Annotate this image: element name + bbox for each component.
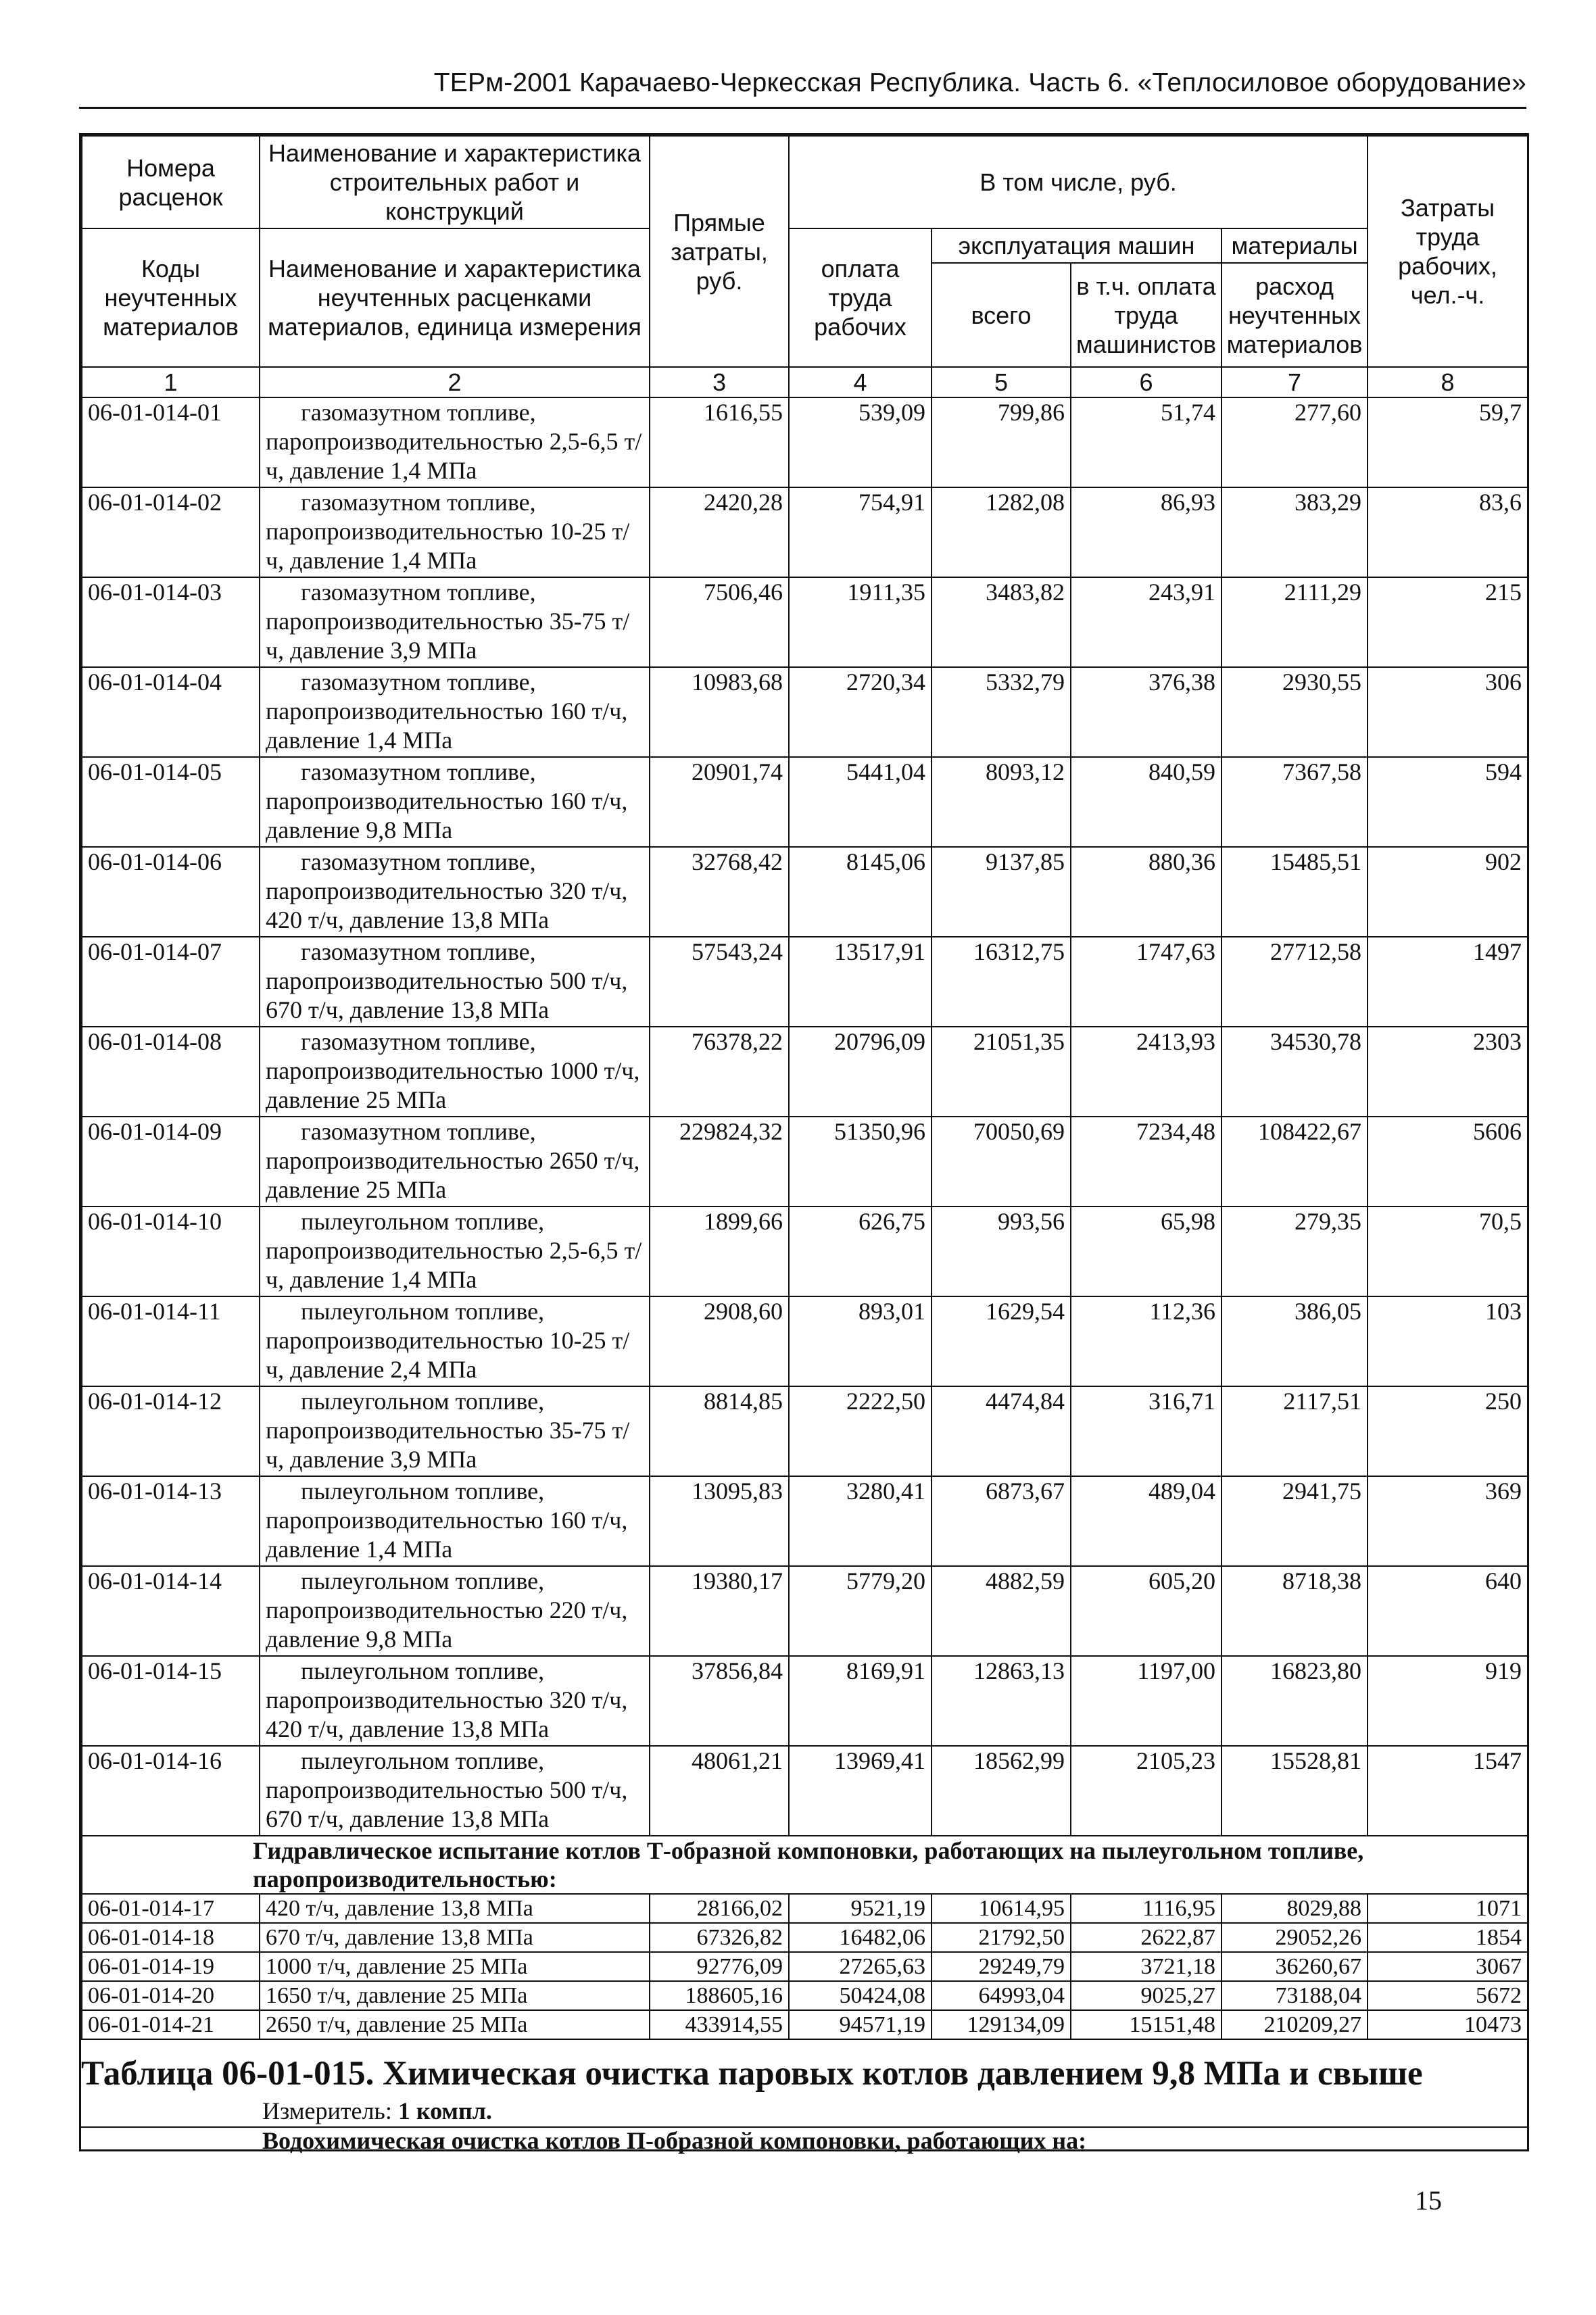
operator-pay: 316,71 — [1071, 1386, 1222, 1476]
table-row — [82, 487, 1528, 577]
column-number: 1 — [82, 367, 260, 397]
operator-pay: 86,93 — [1071, 487, 1222, 577]
rate-code: 06-01-014-07 — [82, 937, 260, 1027]
table-row — [82, 1894, 1528, 1923]
column-number: 5 — [932, 367, 1071, 397]
machines-total: 70050,69 — [932, 1117, 1071, 1207]
direct-costs: 76378,22 — [650, 1027, 789, 1117]
direct-costs: 28166,02 — [650, 1894, 789, 1923]
table-row — [82, 1386, 1528, 1476]
rate-code: 06-01-014-19 — [82, 1952, 260, 1981]
direct-costs: 2908,60 — [650, 1296, 789, 1386]
header-machine-operation: эксплуатация машин — [932, 228, 1222, 263]
operator-pay: 15151,48 — [1071, 2010, 1222, 2039]
header-worker-pay: оплата труда рабочих — [789, 228, 932, 367]
worker-pay: 3280,41 — [789, 1476, 932, 1566]
materials-cost: 27712,58 — [1222, 937, 1368, 1027]
machines-total: 799,86 — [932, 397, 1071, 487]
worker-pay: 8145,06 — [789, 847, 932, 937]
rate-code: 06-01-014-20 — [82, 1981, 260, 2010]
machines-total: 29249,79 — [932, 1952, 1071, 1981]
direct-costs: 92776,09 — [650, 1952, 789, 1981]
materials-cost: 383,29 — [1222, 487, 1368, 577]
worker-pay: 2720,34 — [789, 667, 932, 757]
labor-hours: 594 — [1368, 757, 1528, 847]
labor-hours: 5606 — [1368, 1117, 1528, 1207]
rate-code: 06-01-014-21 — [82, 2010, 260, 2039]
materials-cost: 15528,81 — [1222, 1746, 1368, 1836]
work-description: пылеугольном топливе, паропроизводительностью 160 т/ч, давление 1,4 МПа — [260, 1476, 650, 1566]
work-description: газомазутном топливе, паропроизводительностью 320 т/ч, 420 т/ч, давление 13,8 МПа — [260, 847, 650, 937]
worker-pay: 50424,08 — [789, 1981, 932, 2010]
column-number-row — [82, 367, 1528, 397]
machines-total: 4882,59 — [932, 1566, 1071, 1656]
table-row — [82, 577, 1528, 667]
work-description: газомазутном топливе, паропроизводительностью 160 т/ч, давление 1,4 МПа — [260, 667, 650, 757]
rate-code: 06-01-014-11 — [82, 1296, 260, 1386]
direct-costs: 8814,85 — [650, 1386, 789, 1476]
materials-cost: 2117,51 — [1222, 1386, 1368, 1476]
worker-pay: 16482,06 — [789, 1923, 932, 1952]
table-row — [82, 397, 1528, 487]
labor-hours: 902 — [1368, 847, 1528, 937]
header-material-codes: Коды неучтенных материалов — [82, 228, 260, 367]
operator-pay: 1197,00 — [1071, 1656, 1222, 1746]
direct-costs: 433914,55 — [650, 2010, 789, 2039]
labor-hours: 83,6 — [1368, 487, 1528, 577]
table-row — [82, 667, 1528, 757]
column-number: 6 — [1071, 367, 1222, 397]
direct-costs: 1899,66 — [650, 1207, 789, 1296]
work-description: 2650 т/ч, давление 25 МПа — [260, 2010, 650, 2039]
worker-pay: 1911,35 — [789, 577, 932, 667]
table-015-subsection: Водохимическая очистка котлов П-образной компоновки, работающих на: — [262, 2127, 1087, 2154]
labor-hours: 1071 — [1368, 1894, 1528, 1923]
labor-hours: 5672 — [1368, 1981, 1528, 2010]
operator-pay: 2105,23 — [1071, 1746, 1222, 1836]
worker-pay: 8169,91 — [789, 1656, 932, 1746]
operator-pay: 376,38 — [1071, 667, 1222, 757]
operator-pay: 9025,27 — [1071, 1981, 1222, 2010]
table-row — [82, 1566, 1528, 1656]
machines-total: 9137,85 — [932, 847, 1071, 937]
direct-costs: 7506,46 — [650, 577, 789, 667]
labor-hours: 919 — [1368, 1656, 1528, 1746]
labor-hours: 10473 — [1368, 2010, 1528, 2039]
machines-total: 129134,09 — [932, 2010, 1071, 2039]
table-row — [82, 2010, 1528, 2039]
machines-total: 5332,79 — [932, 667, 1071, 757]
rate-code: 06-01-014-06 — [82, 847, 260, 937]
worker-pay: 2222,50 — [789, 1386, 932, 1476]
page-number: 15 — [1415, 2185, 1442, 2216]
labor-hours: 1497 — [1368, 937, 1528, 1027]
meter-label: Измеритель: — [262, 2097, 392, 2124]
worker-pay: 9521,19 — [789, 1894, 932, 1923]
worker-pay: 5441,04 — [789, 757, 932, 847]
table-row — [82, 1117, 1528, 1207]
header-materials: материалы — [1222, 228, 1368, 263]
rate-code: 06-01-014-01 — [82, 397, 260, 487]
direct-costs: 67326,82 — [650, 1923, 789, 1952]
rate-code: 06-01-014-10 — [82, 1207, 260, 1296]
header-direct-costs: Прямые затраты, руб. — [650, 136, 789, 367]
worker-pay: 51350,96 — [789, 1117, 932, 1207]
section-heading-hydraulic: Гидравлическое испытание котлов Т-образной компоновки, работающих на пылеугольном топливе, паропроизводительностью: — [82, 1836, 1528, 1894]
operator-pay: 112,36 — [1071, 1296, 1222, 1386]
header-including: В том числе, руб. — [789, 136, 1368, 228]
machines-total: 16312,75 — [932, 937, 1071, 1027]
materials-cost: 73188,04 — [1222, 1981, 1368, 2010]
materials-cost: 8029,88 — [1222, 1894, 1368, 1923]
materials-cost: 2930,55 — [1222, 667, 1368, 757]
materials-cost: 210209,27 — [1222, 2010, 1368, 2039]
estimate-table-frame — [79, 133, 1529, 2154]
table-row — [82, 1296, 1528, 1386]
machines-total: 12863,13 — [932, 1656, 1071, 1746]
work-description: пылеугольном топливе, паропроизводительностью 220 т/ч, давление 9,8 МПа — [260, 1566, 650, 1656]
header-material-name: Наименование и характеристика неучтенных расценками материалов, единица измерения — [260, 228, 650, 367]
rate-code: 06-01-014-15 — [82, 1656, 260, 1746]
rate-code: 06-01-014-05 — [82, 757, 260, 847]
rate-code: 06-01-014-18 — [82, 1923, 260, 1952]
materials-cost: 15485,51 — [1222, 847, 1368, 937]
work-description: 670 т/ч, давление 13,8 МПа — [260, 1923, 650, 1952]
machines-total: 1629,54 — [932, 1296, 1071, 1386]
labor-hours: 3067 — [1368, 1952, 1528, 1981]
machines-total: 6873,67 — [932, 1476, 1071, 1566]
header-row-1 — [82, 136, 1528, 228]
work-description: газомазутном топливе, паропроизводительностью 1000 т/ч, давление 25 МПа — [260, 1027, 650, 1117]
work-description: газомазутном топливе, паропроизводительностью 2650 т/ч, давление 25 МПа — [260, 1117, 650, 1207]
work-description: 1000 т/ч, давление 25 МПа — [260, 1952, 650, 1981]
materials-cost: 108422,67 — [1222, 1117, 1368, 1207]
operator-pay: 880,36 — [1071, 847, 1222, 937]
labor-hours: 640 — [1368, 1566, 1528, 1656]
materials-cost: 7367,58 — [1222, 757, 1368, 847]
operator-pay: 51,74 — [1071, 397, 1222, 487]
worker-pay: 754,91 — [789, 487, 932, 577]
machines-total: 4474,84 — [932, 1386, 1071, 1476]
materials-cost: 279,35 — [1222, 1207, 1368, 1296]
work-description: пылеугольном топливе, паропроизводительностью 10-25 т/ч, давление 2,4 МПа — [260, 1296, 650, 1386]
rate-code: 06-01-014-12 — [82, 1386, 260, 1476]
machines-total: 21792,50 — [932, 1923, 1071, 1952]
table-row — [82, 1027, 1528, 1117]
rate-code: 06-01-014-17 — [82, 1894, 260, 1923]
work-description: газомазутном топливе, паропроизводительностью 10-25 т/ч, давление 1,4 МПа — [260, 487, 650, 577]
machines-total: 21051,35 — [932, 1027, 1071, 1117]
labor-hours: 215 — [1368, 577, 1528, 667]
work-description: пылеугольном топливе, паропроизводительностью 500 т/ч, 670 т/ч, давление 13,8 МПа — [260, 1746, 650, 1836]
column-number: 2 — [260, 367, 650, 397]
rate-code: 06-01-014-03 — [82, 577, 260, 667]
table-row — [82, 1981, 1528, 2010]
worker-pay: 13517,91 — [789, 937, 932, 1027]
table-row — [82, 1476, 1528, 1566]
rate-code: 06-01-014-16 — [82, 1746, 260, 1836]
table-015-area — [81, 2040, 1527, 2154]
materials-cost: 386,05 — [1222, 1296, 1368, 1386]
running-header: ТЕРм-2001 Карачаево-Черкесская Республика. Часть 6. «Теплосиловое оборудование» — [433, 68, 1526, 97]
labor-hours: 70,5 — [1368, 1207, 1528, 1296]
column-number: 8 — [1368, 367, 1528, 397]
labor-hours: 59,7 — [1368, 397, 1528, 487]
materials-cost: 36260,67 — [1222, 1952, 1368, 1981]
labor-hours: 369 — [1368, 1476, 1528, 1566]
operator-pay: 605,20 — [1071, 1566, 1222, 1656]
operator-pay: 7234,48 — [1071, 1117, 1222, 1207]
operator-pay: 2622,87 — [1071, 1923, 1222, 1952]
header-operator-pay: в т.ч. оплата труда машинистов — [1071, 263, 1222, 367]
table-row — [82, 1656, 1528, 1746]
table-row — [82, 757, 1528, 847]
rate-code: 06-01-014-02 — [82, 487, 260, 577]
materials-cost: 34530,78 — [1222, 1027, 1368, 1117]
materials-cost: 29052,26 — [1222, 1923, 1368, 1952]
operator-pay: 1116,95 — [1071, 1894, 1222, 1923]
header-work-name: Наименование и характеристика строительных работ и конструкций — [260, 136, 650, 228]
materials-cost: 2941,75 — [1222, 1476, 1368, 1566]
rate-code: 06-01-014-04 — [82, 667, 260, 757]
header-rule — [79, 107, 1526, 109]
rate-code: 06-01-014-08 — [82, 1027, 260, 1117]
rate-code: 06-01-014-09 — [82, 1117, 260, 1207]
materials-cost: 8718,38 — [1222, 1566, 1368, 1656]
table-row — [82, 937, 1528, 1027]
work-description: газомазутном топливе, паропроизводительностью 500 т/ч, 670 т/ч, давление 13,8 МПа — [260, 937, 650, 1027]
table-row — [82, 847, 1528, 937]
table-015-title: Таблица 06-01-015. Химическая очистка паровых котлов давлением 9,8 МПа и свыше — [81, 2055, 1423, 2093]
materials-cost: 16823,80 — [1222, 1656, 1368, 1746]
section-row — [82, 1836, 1528, 1894]
labor-hours: 1854 — [1368, 1923, 1528, 1952]
labor-hours: 250 — [1368, 1386, 1528, 1476]
machines-total: 3483,82 — [932, 577, 1071, 667]
direct-costs: 20901,74 — [650, 757, 789, 847]
direct-costs: 32768,42 — [650, 847, 789, 937]
direct-costs: 37856,84 — [650, 1656, 789, 1746]
direct-costs: 2420,28 — [650, 487, 789, 577]
machines-total: 64993,04 — [932, 1981, 1071, 2010]
column-number: 3 — [650, 367, 789, 397]
worker-pay: 5779,20 — [789, 1566, 932, 1656]
materials-cost: 2111,29 — [1222, 577, 1368, 667]
rate-code: 06-01-014-13 — [82, 1476, 260, 1566]
header-row-2 — [82, 228, 1528, 263]
worker-pay: 20796,09 — [789, 1027, 932, 1117]
worker-pay: 13969,41 — [789, 1746, 932, 1836]
rate-code: 06-01-014-14 — [82, 1566, 260, 1656]
direct-costs: 229824,32 — [650, 1117, 789, 1207]
worker-pay: 94571,19 — [789, 2010, 932, 2039]
worker-pay: 626,75 — [789, 1207, 932, 1296]
table-015-meter — [262, 2097, 492, 2125]
operator-pay: 840,59 — [1071, 757, 1222, 847]
direct-costs: 57543,24 — [650, 937, 789, 1027]
machines-total: 993,56 — [932, 1207, 1071, 1296]
machines-total: 1282,08 — [932, 487, 1071, 577]
work-description: газомазутном топливе, паропроизводительностью 160 т/ч, давление 9,8 МПа — [260, 757, 650, 847]
work-description: пылеугольном топливе, паропроизводительностью 35-75 т/ч, давление 3,9 МПа — [260, 1386, 650, 1476]
estimate-table — [81, 135, 1528, 2040]
table-row — [82, 1746, 1528, 1836]
operator-pay: 65,98 — [1071, 1207, 1222, 1296]
work-description: газомазутном топливе, паропроизводительностью 2,5-6,5 т/ч, давление 1,4 МПа — [260, 397, 650, 487]
worker-pay: 539,09 — [789, 397, 932, 487]
operator-pay: 1747,63 — [1071, 937, 1222, 1027]
labor-hours: 103 — [1368, 1296, 1528, 1386]
operator-pay: 3721,18 — [1071, 1952, 1222, 1981]
materials-cost: 277,60 — [1222, 397, 1368, 487]
worker-pay: 893,01 — [789, 1296, 932, 1386]
direct-costs: 19380,17 — [650, 1566, 789, 1656]
header-rate-numbers: Номера расценок — [82, 136, 260, 228]
worker-pay: 27265,63 — [789, 1952, 932, 1981]
header-labor-hours: Затраты труда рабочих, чел.-ч. — [1368, 136, 1528, 367]
table-row — [82, 1923, 1528, 1952]
machines-total: 8093,12 — [932, 757, 1071, 847]
table-row — [82, 1952, 1528, 1981]
header-unaccounted-materials: расход неучтенных материалов — [1222, 263, 1368, 367]
work-description: 1650 т/ч, давление 25 МПа — [260, 1981, 650, 2010]
header-machines-total: всего — [932, 263, 1071, 367]
machines-total: 10614,95 — [932, 1894, 1071, 1923]
work-description: 420 т/ч, давление 13,8 МПа — [260, 1894, 650, 1923]
direct-costs: 10983,68 — [650, 667, 789, 757]
operator-pay: 243,91 — [1071, 577, 1222, 667]
labor-hours: 306 — [1368, 667, 1528, 757]
work-description: газомазутном топливе, паропроизводительностью 35-75 т/ч, давление 3,9 МПа — [260, 577, 650, 667]
column-number: 4 — [789, 367, 932, 397]
direct-costs: 48061,21 — [650, 1746, 789, 1836]
operator-pay: 2413,93 — [1071, 1027, 1222, 1117]
direct-costs: 13095,83 — [650, 1476, 789, 1566]
column-number: 7 — [1222, 367, 1368, 397]
direct-costs: 1616,55 — [650, 397, 789, 487]
work-description: пылеугольном топливе, паропроизводительностью 2,5-6,5 т/ч, давление 1,4 МПа — [260, 1207, 650, 1296]
table-row — [82, 1207, 1528, 1296]
operator-pay: 489,04 — [1071, 1476, 1222, 1566]
labor-hours: 1547 — [1368, 1746, 1528, 1836]
direct-costs: 188605,16 — [650, 1981, 789, 2010]
machines-total: 18562,99 — [932, 1746, 1071, 1836]
work-description: пылеугольном топливе, паропроизводительностью 320 т/ч, 420 т/ч, давление 13,8 МПа — [260, 1656, 650, 1746]
labor-hours: 2303 — [1368, 1027, 1528, 1117]
meter-value: 1 компл. — [397, 2097, 492, 2124]
